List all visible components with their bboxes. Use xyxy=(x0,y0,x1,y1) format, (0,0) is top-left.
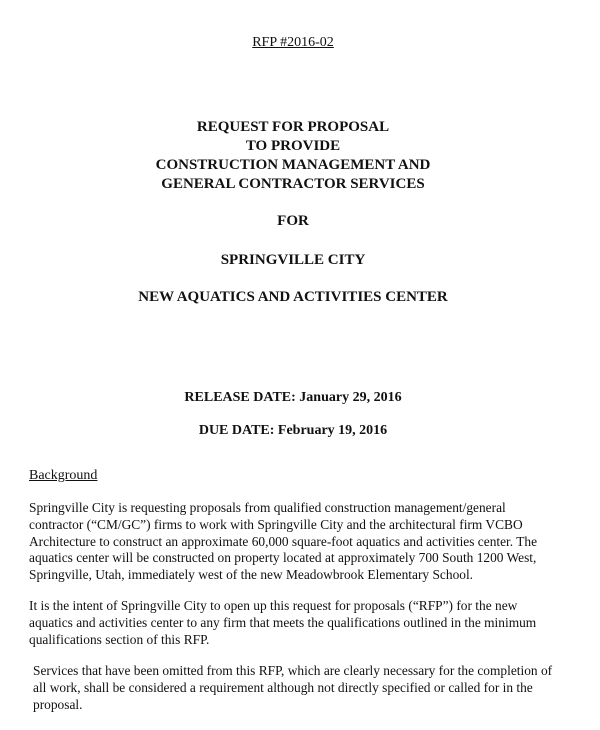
paragraph-line: qualifications section of this RFP. xyxy=(29,631,210,647)
project-name: NEW AQUATICS AND ACTIVITIES CENTER xyxy=(138,289,448,305)
title-line: REQUEST FOR PROPOSAL xyxy=(196,119,390,135)
paragraph-line: Springville City is requesting proposals from qualified construction management/general xyxy=(29,500,506,515)
title-line: CONSTRUCTION MANAGEMENT AND xyxy=(155,157,431,173)
city-name: SPRINGVILLE CITY xyxy=(220,252,366,268)
background-heading: Background xyxy=(29,468,98,483)
paragraph-line: contractor (“CM/GC”) firms to work with Springville City and the architectural firm VCBO xyxy=(29,516,523,532)
background-paragraph-1 xyxy=(29,500,537,584)
rfp-number: RFP #2016-02 xyxy=(252,35,334,50)
release-date: RELEASE DATE: January 29, 2016 xyxy=(184,390,402,405)
paragraph-line: aquatics center will be constructed on property located at approximately 700 South 1200 West, xyxy=(29,550,537,566)
document-title xyxy=(0,118,586,194)
background-paragraph-2 xyxy=(29,598,536,648)
background-paragraph-3 xyxy=(33,663,552,713)
paragraph-line: Architecture to construct an approximate 60,000 square-foot aquatics and activities center. The xyxy=(29,533,538,549)
paragraph-line: It is the intent of Springville City to open up this request for proposals (“RFP”) for the new xyxy=(29,598,518,613)
title-line: GENERAL CONTRACTOR SERVICES xyxy=(161,176,425,192)
due-date: DUE DATE: February 19, 2016 xyxy=(198,423,388,438)
for-label: FOR xyxy=(277,213,309,229)
paragraph-line: Springville, Utah, immediately west of the new Meadowbrook Elementary School. xyxy=(29,567,474,583)
paragraph-line: Services that have been omitted from this RFP, which are clearly necessary for the completion of xyxy=(33,663,553,678)
paragraph-line: all work, shall be considered a requirement although not directly specified or called for in the xyxy=(33,679,533,695)
paragraph-line: aquatics and activities center to any firm that meets the qualifications outlined in the minimum xyxy=(29,614,537,630)
title-line: TO PROVIDE xyxy=(245,138,341,154)
paragraph-line: proposal. xyxy=(33,696,83,712)
